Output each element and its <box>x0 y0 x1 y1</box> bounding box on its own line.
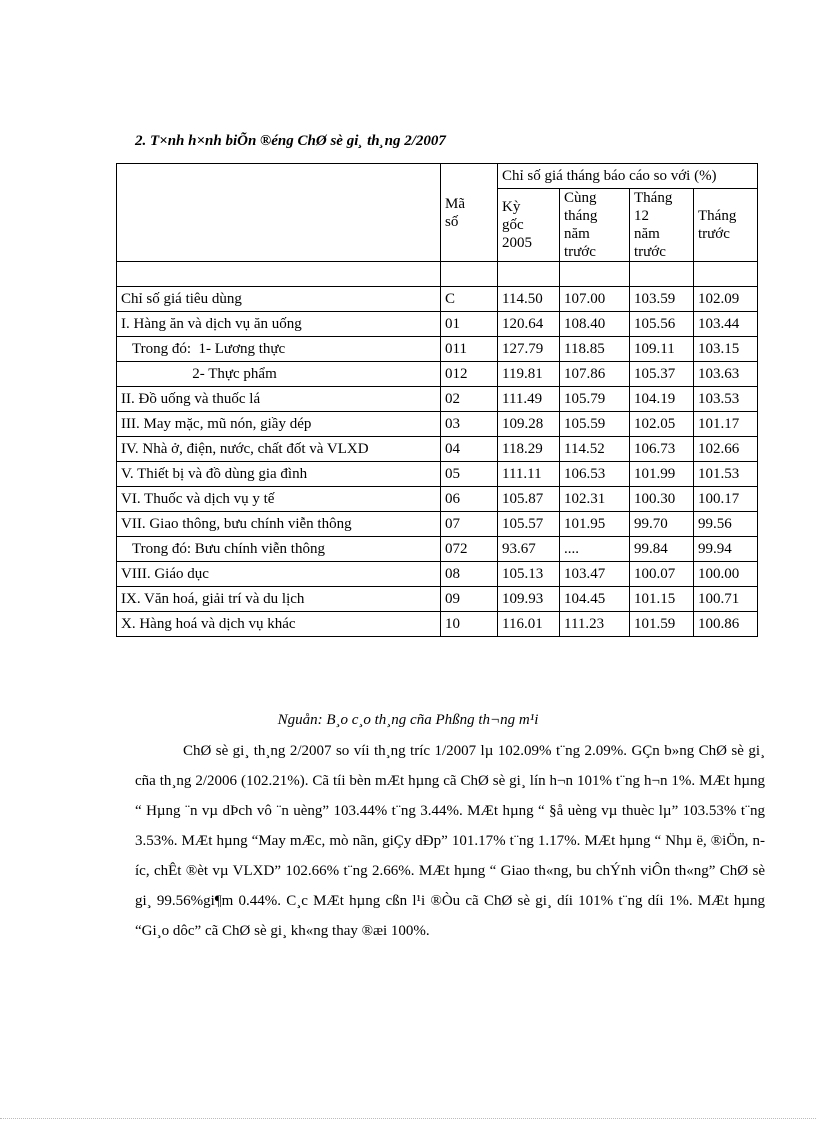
table-row <box>117 387 758 412</box>
value-base-2005: 116.01 <box>498 612 560 637</box>
cpi-table <box>116 163 758 637</box>
code-header: Mã số <box>441 164 498 262</box>
value-same-month-last-year: 107.00 <box>560 287 630 312</box>
row-code: 10 <box>441 612 498 637</box>
value-same-month-last-year: 104.45 <box>560 587 630 612</box>
group-header: Chỉ số giá tháng báo cáo so với (%) <box>498 164 758 189</box>
value-previous-month: 101.53 <box>694 462 758 487</box>
value-dec-last-year: 105.37 <box>630 362 694 387</box>
value-dec-last-year: 100.30 <box>630 487 694 512</box>
table-row <box>117 512 758 537</box>
value-base-2005: 120.64 <box>498 312 560 337</box>
row-label: VI. Thuốc và dịch vụ y tế <box>117 487 441 512</box>
value-dec-last-year: 104.19 <box>630 387 694 412</box>
row-code: 04 <box>441 437 498 462</box>
value-previous-month: 102.09 <box>694 287 758 312</box>
row-code: 072 <box>441 537 498 562</box>
value-dec-last-year: 99.70 <box>630 512 694 537</box>
value-base-2005: 105.13 <box>498 562 560 587</box>
table-row <box>117 437 758 462</box>
value-previous-month: 101.17 <box>694 412 758 437</box>
sub-header-base-2005: Kỳ gốc 2005 <box>498 189 560 262</box>
value-base-2005: 127.79 <box>498 337 560 362</box>
row-label: II. Đồ uống và thuốc lá <box>117 387 441 412</box>
value-base-2005: 111.49 <box>498 387 560 412</box>
row-code: 07 <box>441 512 498 537</box>
value-dec-last-year: 100.07 <box>630 562 694 587</box>
value-previous-month: 100.86 <box>694 612 758 637</box>
value-base-2005: 119.81 <box>498 362 560 387</box>
row-label: X. Hàng hoá và dịch vụ khác <box>117 612 441 637</box>
row-label: VII. Giao thông, bưu chính viễn thông <box>117 512 441 537</box>
table-row <box>117 487 758 512</box>
value-same-month-last-year: 105.79 <box>560 387 630 412</box>
row-label: Trong đó: Bưu chính viễn thông <box>117 537 441 562</box>
sub-header-same-month-last-year: Cùng tháng năm trước <box>560 189 630 262</box>
row-label: Chỉ số giá tiêu dùng <box>117 287 441 312</box>
value-dec-last-year: 101.99 <box>630 462 694 487</box>
table-row <box>117 287 758 312</box>
row-code: 03 <box>441 412 498 437</box>
table-row <box>117 537 758 562</box>
table-row <box>117 362 758 387</box>
value-dec-last-year: 106.73 <box>630 437 694 462</box>
value-dec-last-year: 99.84 <box>630 537 694 562</box>
value-base-2005: 109.93 <box>498 587 560 612</box>
value-previous-month: 100.17 <box>694 487 758 512</box>
row-code: 05 <box>441 462 498 487</box>
value-dec-last-year: 105.56 <box>630 312 694 337</box>
value-same-month-last-year: 102.31 <box>560 487 630 512</box>
table-row <box>117 462 758 487</box>
value-same-month-last-year: 118.85 <box>560 337 630 362</box>
value-same-month-last-year: 105.59 <box>560 412 630 437</box>
row-code: 08 <box>441 562 498 587</box>
row-code: 012 <box>441 362 498 387</box>
row-label: V. Thiết bị và đồ dùng gia đình <box>117 462 441 487</box>
row-label: VIII. Giáo dục <box>117 562 441 587</box>
label-header-cell <box>117 164 441 262</box>
value-same-month-last-year: 101.95 <box>560 512 630 537</box>
value-dec-last-year: 102.05 <box>630 412 694 437</box>
value-previous-month: 99.94 <box>694 537 758 562</box>
row-code: 09 <box>441 587 498 612</box>
analysis-text <box>135 736 765 946</box>
value-previous-month: 99.56 <box>694 512 758 537</box>
section-heading: 2. T×nh h×nh biÕn ®éng ChØ sè gi¸ th¸ng 2/2007 <box>135 133 446 149</box>
value-previous-month: 102.66 <box>694 437 758 462</box>
value-same-month-last-year: .... <box>560 537 630 562</box>
row-label: I. Hàng ăn và dịch vụ ăn uống <box>117 312 441 337</box>
row-label: Trong đó: 1- Lương thực <box>117 337 441 362</box>
row-code: C <box>441 287 498 312</box>
value-same-month-last-year: 106.53 <box>560 462 630 487</box>
table-row <box>117 312 758 337</box>
table-row <box>117 337 758 362</box>
value-same-month-last-year: 107.86 <box>560 362 630 387</box>
row-code: 011 <box>441 337 498 362</box>
value-base-2005: 105.57 <box>498 512 560 537</box>
table-row <box>117 587 758 612</box>
sub-header-dec-last-year: Tháng 12 năm trước <box>630 189 694 262</box>
value-base-2005: 111.11 <box>498 462 560 487</box>
value-same-month-last-year: 111.23 <box>560 612 630 637</box>
row-label: III. May mặc, mũ nón, giầy dép <box>117 412 441 437</box>
source-note: Nguån: B¸o c¸o th¸ng cña Phßng th¬ng m¹i <box>277 712 539 728</box>
value-previous-month: 103.15 <box>694 337 758 362</box>
row-code: 06 <box>441 487 498 512</box>
value-base-2005: 105.87 <box>498 487 560 512</box>
row-label: IV. Nhà ở, điện, nước, chất đốt và VLXD <box>117 437 441 462</box>
value-previous-month: 100.71 <box>694 587 758 612</box>
table-row <box>117 562 758 587</box>
value-dec-last-year: 109.11 <box>630 337 694 362</box>
value-previous-month: 103.44 <box>694 312 758 337</box>
page-bottom-rule <box>0 1118 816 1119</box>
value-previous-month: 103.63 <box>694 362 758 387</box>
value-base-2005: 93.67 <box>498 537 560 562</box>
row-code: 01 <box>441 312 498 337</box>
blank-row <box>117 262 758 287</box>
row-code: 02 <box>441 387 498 412</box>
value-dec-last-year: 101.15 <box>630 587 694 612</box>
row-label: IX. Văn hoá, giải trí và du lịch <box>117 587 441 612</box>
value-same-month-last-year: 108.40 <box>560 312 630 337</box>
value-dec-last-year: 103.59 <box>630 287 694 312</box>
value-previous-month: 100.00 <box>694 562 758 587</box>
sub-header-previous-month: Tháng trước <box>694 189 758 262</box>
table-row <box>117 612 758 637</box>
value-same-month-last-year: 114.52 <box>560 437 630 462</box>
table-row <box>117 412 758 437</box>
analysis-paragraph: ChØ sè gi¸ th¸ng 2/2007 so víi th¸ng tríc 1/2007 lµ 102.09% t¨ng 2.09%. GÇn b»ng ChØ sè gi¸ cña th¸ng 2/2006 (102.21%). Cã tíi bèn mÆt hµng cã ChØ sè gi¸ lín h¬n 101% t¨ng h¬n 1%. MÆt hµng “ Hµng ¨n vµ dÞch vô ¨n uèng” 103.44% t¨ng 3.44%. MÆt hµng “ §å uèng vµ thuèc lµ” 103.53% t¨ng 3.53%. MÆt hµng “May mÆc, mò nãn, giÇy dÐp” 101.17% t¨ng 1.17%. MÆt hµng “ Nhµ ë, ®iÖn, níc, chÊt ®èt vµ VLXD” 102.66% t¨ng 2.66%. MÆt hµng “ Giao th«ng, bu chÝnh viÔn th«ng” ChØ sè gi¸ 99.56%gi¶m 0.44%. C¸c MÆt hµng cßn l¹i ®Òu cã ChØ sè gi¸ díi 101% t¨ng díi 1%. MÆt hµng “Gi¸o dôc” cã ChØ sè gi¸ kh«ng thay ®æi 100%. <box>135 743 765 939</box>
value-base-2005: 114.50 <box>498 287 560 312</box>
row-label: 2- Thực phẩm <box>117 362 441 387</box>
value-base-2005: 118.29 <box>498 437 560 462</box>
value-base-2005: 109.28 <box>498 412 560 437</box>
value-same-month-last-year: 103.47 <box>560 562 630 587</box>
value-previous-month: 103.53 <box>694 387 758 412</box>
value-dec-last-year: 101.59 <box>630 612 694 637</box>
